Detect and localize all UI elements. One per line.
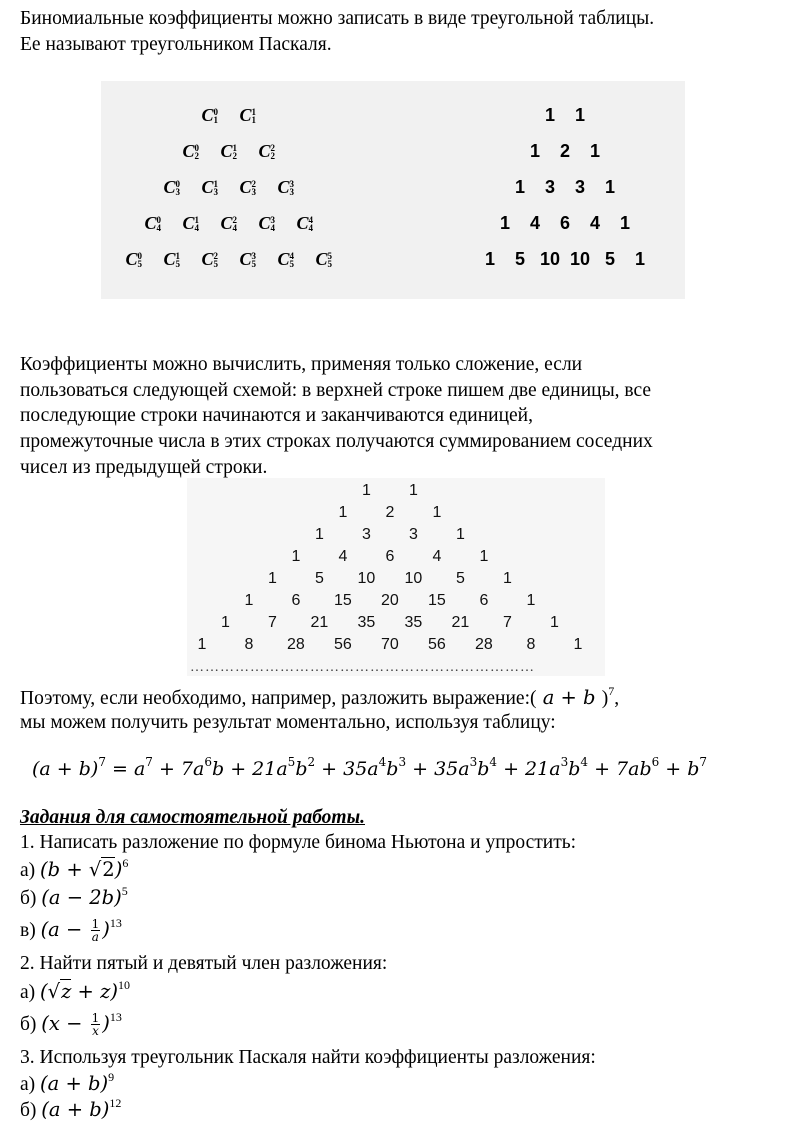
task-1: 1. Написать разложение по формуле бинома Ньютона и упростить: bbox=[20, 832, 577, 853]
pascal-large-entry: 56 bbox=[334, 636, 352, 653]
binom-upper-index: 1 bbox=[251, 106, 257, 117]
pascal-small-entry: 1 bbox=[530, 140, 541, 161]
binom-symbol bbox=[145, 213, 162, 234]
task-3a-label: а) bbox=[20, 1074, 41, 1095]
pascal-large-entry: 1 bbox=[221, 614, 230, 631]
formula-term-exp: 3 bbox=[560, 755, 569, 769]
task-2: 2. Найти пятый и девятый член разложения: bbox=[20, 953, 388, 974]
binom-letter: C bbox=[277, 248, 290, 269]
pascal-large-entry: 1 bbox=[479, 548, 489, 565]
formula-term-base: + 35a bbox=[315, 758, 379, 780]
pascal-large-entry: 4 bbox=[432, 548, 442, 565]
binom-letter: C bbox=[296, 212, 309, 233]
pascal-small-entry: 3 bbox=[575, 176, 586, 197]
binom-indices bbox=[233, 216, 238, 232]
binom-upper-index: 2 bbox=[232, 214, 238, 225]
binom-lower-index: 3 bbox=[213, 186, 219, 197]
binom-upper-index: 2 bbox=[213, 250, 219, 261]
formula-term-exp: 7 bbox=[699, 755, 708, 769]
binom-indices bbox=[176, 180, 181, 196]
pascal-small-entry: 1 bbox=[635, 248, 646, 269]
binom-lower-index: 2 bbox=[232, 150, 238, 161]
task-1a-pre: (b + √ bbox=[40, 858, 102, 881]
binom-lower-index: 4 bbox=[232, 222, 238, 233]
binom-upper-index: 0 bbox=[156, 214, 162, 225]
binom-letter: C bbox=[125, 248, 138, 269]
para2-line-5: чисел из предыдущей строки. bbox=[20, 457, 268, 478]
binom-symbol bbox=[316, 249, 333, 270]
pascal-large-entry: 1 bbox=[197, 636, 207, 653]
binom-indices bbox=[271, 216, 276, 232]
binom-symbol bbox=[164, 177, 181, 198]
binom-lower-index: 1 bbox=[213, 114, 219, 125]
binom-symbol bbox=[202, 105, 219, 126]
pascal-large-entry: 5 bbox=[456, 570, 465, 587]
pascal-large-entry: 35 bbox=[404, 614, 423, 631]
binomial-expansion-formula bbox=[32, 755, 708, 780]
intro-line-2: Ее называют треугольником Паскаля. bbox=[20, 34, 332, 55]
pascal-large-entry: 1 bbox=[409, 482, 418, 499]
formula-term-base: + 35a bbox=[406, 758, 470, 780]
formula-term-base: + 7a bbox=[152, 758, 205, 780]
binom-lower-index: 3 bbox=[251, 186, 257, 197]
formula-term-exp: 7 bbox=[145, 755, 153, 769]
pascal-large-entry: 4 bbox=[338, 548, 348, 565]
pascal-small-entry: 1 bbox=[620, 212, 631, 233]
task-3a-expr: (a + b) bbox=[40, 1072, 109, 1095]
binom-lower-index: 4 bbox=[156, 222, 162, 233]
binom-indices bbox=[252, 180, 257, 196]
pascal-large-entry: 1 bbox=[503, 570, 512, 587]
binom-letter: C bbox=[182, 212, 195, 233]
binom-lower-index: 4 bbox=[308, 222, 314, 233]
binom-letter: C bbox=[220, 212, 233, 233]
pascal-large-entry: 15 bbox=[428, 592, 446, 609]
binom-indices bbox=[214, 180, 219, 196]
pascal-small-entry: 4 bbox=[530, 212, 541, 233]
binom-symbol bbox=[240, 177, 257, 198]
task-2b-fraction bbox=[91, 1012, 101, 1037]
para2-line-3: последующие строки начинаются и заканчиваются единицей, bbox=[20, 405, 533, 426]
binom-indices bbox=[290, 180, 295, 196]
binom-upper-index: 1 bbox=[213, 178, 219, 189]
binom-letter: C bbox=[239, 104, 252, 125]
binom-indices bbox=[252, 252, 257, 268]
task-2b bbox=[20, 1011, 122, 1038]
binom-letter: C bbox=[239, 248, 252, 269]
binom-upper-index: 0 bbox=[213, 106, 219, 117]
pascal-large-entry: 10 bbox=[404, 570, 423, 587]
binom-upper-index: 1 bbox=[232, 142, 238, 153]
pascal-small-entry: 3 bbox=[545, 176, 556, 197]
task-1c-fraction bbox=[91, 918, 101, 943]
binom-indices bbox=[309, 216, 314, 232]
pascal-large-entry: 56 bbox=[428, 636, 446, 653]
binom-upper-index: 1 bbox=[194, 214, 200, 225]
para3-expr: a + b bbox=[536, 686, 602, 709]
pascal-large-entry: 3 bbox=[362, 526, 371, 543]
pascal-large-entry: 21 bbox=[310, 614, 329, 631]
binom-letter: C bbox=[277, 176, 290, 197]
binom-symbol bbox=[202, 177, 219, 198]
pascal-triangle-large bbox=[187, 478, 605, 676]
binom-indices bbox=[271, 144, 276, 160]
binom-lower-index: 3 bbox=[289, 186, 295, 197]
task-2a bbox=[20, 979, 130, 1006]
task-1a-post: ) bbox=[114, 858, 123, 881]
pascal-large-entry: 1 bbox=[338, 504, 348, 521]
task-2a-expr bbox=[40, 979, 118, 1003]
pascal-large-entry: 3 bbox=[409, 526, 418, 543]
binom-lower-index: 5 bbox=[251, 258, 257, 269]
formula-term-exp: 3 bbox=[398, 755, 407, 769]
para2-line-1: Коэффициенты можно вычислить, применяя только сложение, если bbox=[20, 354, 583, 375]
binom-letter: C bbox=[163, 248, 176, 269]
binom-letter: C bbox=[201, 176, 214, 197]
pascal-large-entry: 8 bbox=[244, 636, 254, 653]
task-1c-exp: 13 bbox=[109, 916, 122, 930]
task-2b-denominator: x bbox=[92, 1024, 99, 1038]
formula-term-base: b bbox=[477, 758, 490, 780]
formula-term-base: b bbox=[386, 758, 399, 780]
pascal-large-entry: 28 bbox=[287, 636, 305, 653]
pascal-small-entry: 5 bbox=[515, 248, 526, 269]
binom-upper-index: 1 bbox=[175, 250, 181, 261]
formula-term-exp: 3 bbox=[469, 755, 478, 769]
task-2b-pre: (x − bbox=[41, 1012, 89, 1035]
task-1b-expr: (a − 2b) bbox=[41, 886, 122, 909]
binom-indices bbox=[290, 252, 295, 268]
binom-symbol bbox=[240, 249, 257, 270]
binom-indices bbox=[176, 252, 181, 268]
pascal-large-entry: 1 bbox=[432, 504, 442, 521]
pascal-large-entry: 10 bbox=[357, 570, 376, 587]
formula-rhs bbox=[133, 755, 708, 780]
task-2b-label: б) bbox=[20, 1014, 42, 1035]
formula-term-exp: 4 bbox=[489, 755, 498, 769]
formula-term-exp: 2 bbox=[307, 755, 316, 769]
pascal-large-entry: 5 bbox=[315, 570, 324, 587]
task-1c-numerator: 1 bbox=[91, 917, 100, 931]
para3-line-1 bbox=[20, 685, 619, 712]
pascal-large-entry: 1 bbox=[526, 592, 536, 609]
pascal-small-entry: 1 bbox=[485, 248, 496, 269]
pascal-small-entry: 6 bbox=[560, 212, 571, 233]
task-2b-post: ) bbox=[102, 1012, 110, 1035]
binom-upper-index: 0 bbox=[194, 142, 200, 153]
para2-line-4: промежуточные числа в этих строках получаются суммированием соседних bbox=[20, 431, 653, 452]
continuation-dots: …………………………………………………………… bbox=[190, 660, 535, 675]
pascal-large-entry: 1 bbox=[268, 570, 277, 587]
task-2b-numerator: 1 bbox=[91, 1011, 100, 1025]
formula-equals: = bbox=[105, 758, 134, 780]
task-3b-exp: 12 bbox=[109, 1096, 122, 1110]
pascal-small-entry: 5 bbox=[605, 248, 616, 269]
binom-upper-index: 3 bbox=[270, 214, 276, 225]
pascal-large-entry: 15 bbox=[334, 592, 352, 609]
binom-lower-index: 2 bbox=[270, 150, 276, 161]
binom-letter: C bbox=[201, 248, 214, 269]
binom-indices bbox=[195, 144, 200, 160]
task-3b-expr: (a + b) bbox=[41, 1098, 110, 1121]
task-2a-exp: 10 bbox=[117, 978, 130, 992]
para3-tail: , bbox=[614, 688, 620, 709]
pascal-small-entry: 4 bbox=[590, 212, 601, 233]
task-1c-expr bbox=[40, 917, 110, 944]
binom-letter: C bbox=[258, 212, 271, 233]
binom-symbol bbox=[278, 177, 295, 198]
task-1c bbox=[20, 917, 122, 944]
pascal-small-entry: 1 bbox=[515, 176, 526, 197]
binom-indices bbox=[214, 252, 219, 268]
binom-upper-index: 5 bbox=[327, 250, 333, 261]
pascal-small-entry: 10 bbox=[540, 248, 561, 269]
task-3: 3. Используя треугольник Паскаля найти коэффициенты разложения: bbox=[20, 1047, 596, 1068]
formula-lhs: (a + b) bbox=[32, 758, 99, 780]
task-1b bbox=[20, 885, 128, 912]
task-3b bbox=[20, 1097, 121, 1124]
task-1a-radicand: 2 bbox=[102, 858, 115, 881]
binom-lower-index: 2 bbox=[194, 150, 200, 161]
para3-close: ) bbox=[601, 688, 609, 709]
binom-lower-index: 5 bbox=[213, 258, 219, 269]
pascal-large-entry: 6 bbox=[385, 548, 395, 565]
binom-letter: C bbox=[239, 176, 252, 197]
para3-text: Поэтому, если необходимо, например, разложить выражение:( bbox=[20, 688, 537, 709]
formula-term-exp: 4 bbox=[378, 755, 387, 769]
binom-symbol bbox=[183, 141, 200, 162]
pascal-large-entry: 1 bbox=[362, 482, 371, 499]
para3-line-2: мы можем получить результат моментально, используя таблицу: bbox=[20, 712, 556, 733]
pascal-small-entry: 2 bbox=[560, 140, 571, 161]
binom-symbol bbox=[240, 105, 257, 126]
task-2a-label: а) bbox=[20, 982, 41, 1003]
binom-upper-index: 3 bbox=[251, 250, 257, 261]
formula-term-exp: 6 bbox=[204, 755, 212, 769]
formula-term-exp: 5 bbox=[287, 755, 296, 769]
binom-letter: C bbox=[220, 140, 233, 161]
task-3a bbox=[20, 1071, 114, 1098]
binom-symbol bbox=[221, 141, 238, 162]
binom-lower-index: 5 bbox=[175, 258, 181, 269]
task-2b-expr bbox=[41, 1011, 110, 1038]
pascal-large-entry: 8 bbox=[526, 636, 536, 653]
binom-upper-index: 0 bbox=[175, 178, 181, 189]
binom-lower-index: 5 bbox=[289, 258, 295, 269]
formula-term-exp: 6 bbox=[651, 755, 660, 769]
formula-term-base: b bbox=[295, 758, 308, 780]
pascal-large-entry: 7 bbox=[503, 614, 512, 631]
task-2b-exp: 13 bbox=[109, 1010, 122, 1024]
binom-symbol bbox=[297, 213, 314, 234]
binom-symbol bbox=[183, 213, 200, 234]
binom-upper-index: 4 bbox=[289, 250, 295, 261]
pascal-small-entry: 10 bbox=[570, 248, 591, 269]
formula-term-base: + 7ab bbox=[588, 758, 652, 780]
binom-lower-index: 1 bbox=[251, 114, 257, 125]
task-1b-exp: 5 bbox=[121, 884, 128, 898]
binom-symbol bbox=[221, 213, 238, 234]
binom-lower-index: 5 bbox=[137, 258, 143, 269]
tasks-heading: Задания для самостоятельной работы. bbox=[20, 807, 365, 828]
task-3a-exp: 9 bbox=[108, 1070, 115, 1084]
pascal-large-entry: 1 bbox=[291, 548, 301, 565]
binomial-table-figure bbox=[101, 81, 685, 299]
binom-letter: C bbox=[182, 140, 195, 161]
binom-indices bbox=[157, 216, 162, 232]
pascal-large-entry: 1 bbox=[244, 592, 254, 609]
binom-indices bbox=[214, 108, 219, 124]
formula-term-exp: 4 bbox=[580, 755, 589, 769]
pascal-large-entry: 1 bbox=[456, 526, 465, 543]
binom-indices bbox=[233, 144, 238, 160]
formula-term-base: + b bbox=[659, 758, 700, 780]
binom-lower-index: 3 bbox=[175, 186, 181, 197]
task-2a-post: + z) bbox=[71, 980, 118, 1003]
task-2a-radicand: z bbox=[61, 980, 72, 1003]
task-1c-post: ) bbox=[102, 918, 110, 941]
binom-lower-index: 5 bbox=[327, 258, 333, 269]
binom-letter: C bbox=[163, 176, 176, 197]
binom-symbol bbox=[259, 213, 276, 234]
formula-term-base: + 21a bbox=[497, 758, 561, 780]
task-3b-label: б) bbox=[20, 1100, 42, 1121]
binom-upper-index: 0 bbox=[137, 250, 143, 261]
formula-term-base: b bbox=[568, 758, 581, 780]
formula-term-base: b + 21a bbox=[212, 758, 288, 780]
binom-letter: C bbox=[144, 212, 157, 233]
task-1c-denominator: a bbox=[91, 930, 99, 944]
pascal-large-entry: 1 bbox=[315, 526, 324, 543]
binom-indices bbox=[138, 252, 143, 268]
pascal-large-entry: 1 bbox=[550, 614, 559, 631]
binom-indices bbox=[252, 108, 257, 124]
binom-upper-index: 4 bbox=[308, 214, 314, 225]
pascal-large-entry: 7 bbox=[268, 614, 277, 631]
task-1a-label: а) bbox=[20, 860, 41, 881]
task-1b-label: б) bbox=[20, 888, 42, 909]
binom-letter: C bbox=[258, 140, 271, 161]
pascal-large-entry: 1 bbox=[573, 636, 583, 653]
binom-symbol bbox=[259, 141, 276, 162]
binom-lower-index: 4 bbox=[270, 222, 276, 233]
formula-lhs-exp: 7 bbox=[98, 755, 106, 769]
pascal-large-entry: 35 bbox=[357, 614, 376, 631]
intro-line-1: Биномиальные коэффициенты можно записать в виде треугольной таблицы. bbox=[20, 8, 655, 29]
pascal-small-entry: 1 bbox=[500, 212, 511, 233]
pascal-small-entry: 1 bbox=[575, 104, 586, 125]
binom-letter: C bbox=[201, 104, 214, 125]
pascal-large-entry: 21 bbox=[451, 614, 470, 631]
para3-exp: 7 bbox=[608, 684, 615, 698]
pascal-large-entry: 6 bbox=[291, 592, 301, 609]
para2-line-2: пользоваться следующей схемой: в верхней строке пишем две единицы, все bbox=[20, 380, 652, 401]
pascal-large-entry: 70 bbox=[381, 636, 399, 653]
task-1a bbox=[20, 857, 128, 884]
task-1c-label: в) bbox=[20, 920, 41, 941]
binom-symbol bbox=[278, 249, 295, 270]
formula-term-base: a bbox=[133, 758, 146, 780]
binom-symbol bbox=[164, 249, 181, 270]
pascal-small-entry: 1 bbox=[605, 176, 616, 197]
binom-symbol bbox=[202, 249, 219, 270]
binom-upper-index: 3 bbox=[289, 178, 295, 189]
binom-indices bbox=[195, 216, 200, 232]
pascal-small-entry: 1 bbox=[545, 104, 556, 125]
binom-lower-index: 4 bbox=[194, 222, 200, 233]
task-2a-pre: (√ bbox=[40, 980, 61, 1003]
binom-upper-index: 2 bbox=[270, 142, 276, 153]
task-1a-exp: 6 bbox=[122, 856, 129, 870]
binom-upper-index: 2 bbox=[251, 178, 257, 189]
binom-letter: C bbox=[315, 248, 328, 269]
task-1a-expr bbox=[40, 857, 122, 881]
pascal-large-entry: 20 bbox=[381, 592, 399, 609]
binom-symbol bbox=[126, 249, 143, 270]
binom-indices bbox=[328, 252, 333, 268]
task-1c-pre: (a − bbox=[40, 918, 89, 941]
pascal-small-entry: 1 bbox=[590, 140, 601, 161]
pascal-large-entry: 6 bbox=[479, 592, 489, 609]
pascal-large-entry: 2 bbox=[385, 504, 395, 521]
pascal-large-entry: 28 bbox=[475, 636, 493, 653]
